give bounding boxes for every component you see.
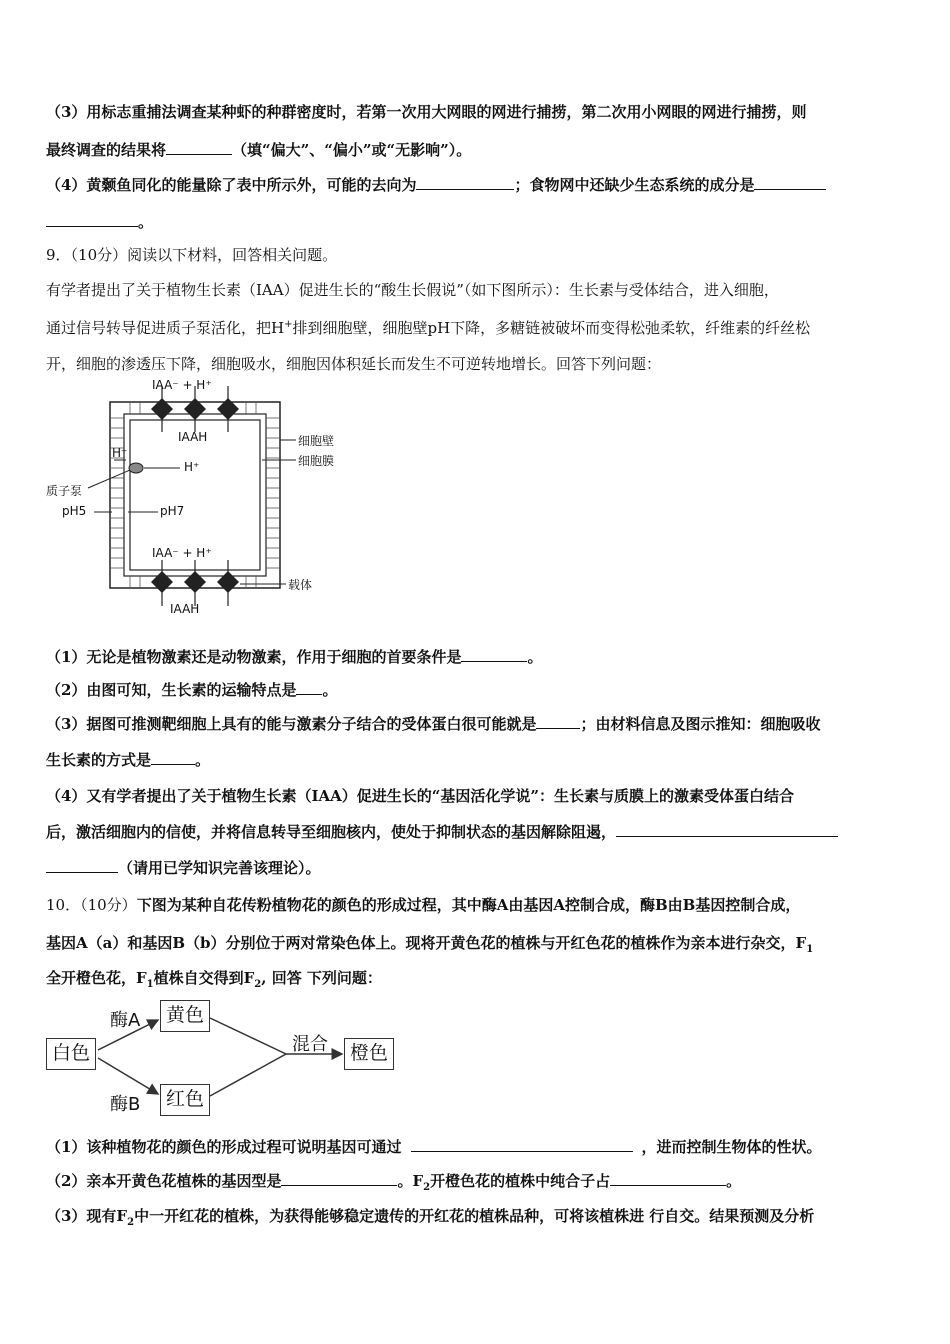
carrier-label: 载体 [288, 578, 313, 592]
subscript: 2 [254, 979, 262, 990]
q10-heading-number: 10．（10分） [46, 896, 137, 914]
acid-growth-figure [40, 378, 370, 618]
top-ions-label: IAA⁻ + H⁺ [152, 378, 212, 392]
q9-part3-text-c: 生长素的方式是 [46, 751, 152, 769]
white-label: 白色 [51, 1042, 90, 1064]
q9-part3-text-d: 。 [195, 751, 211, 769]
q10-part3 [46, 1206, 814, 1226]
q10-heading-text-3b: 植株自交得到F [153, 969, 255, 987]
subscript: 1 [146, 979, 154, 990]
answer-blank[interactable] [416, 175, 514, 190]
q10-part2-text-c: 开橙色花的植株中纯合子占 [430, 1172, 611, 1190]
q9-material-text-2b: 排到细胞壁，细胞壁pH下降，多糖链被破坏而变得松弛柔软，纤维素的纤丝松 [292, 319, 811, 337]
answer-blank[interactable] [616, 822, 838, 837]
q9-material-line2 [46, 318, 810, 338]
q10-part1-text-b: ，进而控制生物体的性状。 [641, 1138, 822, 1156]
q10-part2-text-b: 。F [397, 1172, 424, 1190]
q9-part1-text-b: 。 [527, 648, 543, 666]
yellow-label: 黄色 [165, 1004, 204, 1026]
red-box [160, 1084, 210, 1116]
q9-material-line3 [46, 354, 661, 374]
subscript: 1 [806, 944, 814, 955]
answer-blank[interactable] [754, 175, 826, 190]
q10-heading-line2 [46, 933, 813, 953]
q8-part4-line1 [46, 175, 826, 195]
white-box [46, 1038, 96, 1070]
subscript: 2 [423, 1182, 431, 1193]
q9-part1 [46, 647, 542, 667]
q8-part4-line2 [46, 212, 153, 232]
subscript: 2 [127, 1217, 135, 1228]
answer-blank[interactable] [151, 750, 195, 765]
answer-blank[interactable] [46, 858, 118, 873]
line-yellow-to-mix [210, 1018, 286, 1054]
q9-part4-line2 [46, 822, 838, 842]
q8-part3-text-a: （3）用标志重捕法调查某种虾的种群密度时，若第一次用大网眼的网进行捕捞，第二次用小网眼的网进行捕捞，则 [46, 103, 807, 121]
q8-part3-text-b1: 最终调查的结果将 [46, 141, 167, 159]
cell-diagram [40, 378, 370, 618]
q8-part3-line2 [46, 140, 471, 160]
q9-material-text-3: 开，细胞的渗透压下降，细胞吸水，细胞因体积延长而发生不可逆转地增长。回答下列问题： [46, 355, 662, 373]
q9-part2-text-b: 。 [322, 681, 338, 699]
q10-heading-text-3a: 全开橙色花，F [46, 969, 147, 987]
q9-material-text-2a: 通过信号转导促进质子泵活化，把H [46, 319, 285, 337]
enzyme-a-label: 酶A [110, 1010, 141, 1031]
answer-blank[interactable] [166, 140, 232, 155]
yellow-box [160, 1000, 210, 1032]
line-red-to-mix [210, 1054, 286, 1096]
q10-part3-text-b: 中一开红花的植株，为获得能够稳定遗传的开红花的植株品种，可将该植株进 行自交。结果预测及分析 [134, 1207, 815, 1225]
q9-material-text-1: 有学者提出了关于植物生长素（IAA）促进生长的“酸生长假说”（如下图所示）：生长素与受体结合，进入细胞， [46, 281, 779, 299]
q8-part3-text-b2: （填“偏大”、“偏小”或“无影响”）。 [232, 141, 472, 159]
q9-part4-text-a: （4）又有学者提出了关于植物生长素（IAA）促进生长的“基因活化学说”：生长素与质膜上的激素受体蛋白结合 [46, 787, 794, 805]
answer-blank[interactable] [281, 1171, 397, 1186]
q8-part4-text-a2: ；食物网中还缺少生态系统的成分是 [514, 176, 755, 194]
h-right-label: H⁺ [184, 460, 200, 474]
bottom-iaah-label: IAAH [170, 602, 200, 616]
q9-material-line1 [46, 280, 779, 300]
orange-box [344, 1038, 394, 1070]
answer-blank[interactable] [46, 212, 138, 227]
q9-part3-text-b: ；由材料信息及图示推知：细胞吸收 [580, 715, 821, 733]
q10-heading-text-2: 基因A（a）和基因B（b）分别位于两对常染色体上。现将开黄色花的植株与开红色花的植株作为亲本进行杂交，F [46, 934, 807, 952]
q9-part4-text-b: 后，激活细胞内的信使，并将信息转导至细胞核内，使处于抑制状态的基因解除阻遏， [46, 823, 617, 841]
q8-part4-text-a1: （4）黄颡鱼同化的能量除了表中所示外，可能的去向为 [46, 176, 417, 194]
top-iaah-label: IAAH [178, 430, 208, 444]
q10-part2-text-a: （2）亲本开黄色花植株的基因型是 [46, 1172, 282, 1190]
q10-heading-line1 [46, 895, 800, 915]
cell-membrane-label: 细胞膜 [298, 454, 335, 468]
answer-blank[interactable] [610, 1171, 726, 1186]
q9-part2-text-a: （2）由图可知，生长素的运输特点是 [46, 681, 297, 699]
h-left-label: H⁺ [112, 446, 128, 460]
q10-part2 [46, 1171, 741, 1191]
q9-part3-text-a: （3）据图可推测靶细胞上具有的能与激素分子结合的受体蛋白很可能就是 [46, 715, 537, 733]
q10-part1-text-a: （1）该种植物花的颜色的形成过程可说明基因可通过 [46, 1138, 402, 1156]
answer-blank[interactable] [461, 647, 527, 662]
q9-part3-line2 [46, 750, 210, 770]
q10-heading-text-1: 下图为某种自花传粉植物花的颜色的形成过程，其中酶A由基因A控制合成，酶B由B基因控制合成， [136, 896, 801, 914]
q9-heading [46, 245, 337, 265]
flower-color-flowchart [46, 998, 406, 1120]
arrow-to-red [98, 1058, 158, 1094]
q8-part4-text-b: 。 [138, 213, 154, 231]
q9-part3-line1 [46, 714, 820, 734]
q10-heading-line3 [46, 968, 382, 988]
ph7-label: pH7 [160, 504, 185, 518]
mix-label: 混合 [292, 1034, 328, 1055]
proton-pump-shape [129, 463, 143, 473]
answer-blank[interactable] [411, 1137, 633, 1152]
answer-blank[interactable] [536, 714, 580, 729]
q10-part3-text-a: （3）现有F [46, 1207, 128, 1225]
cell-wall-label: 细胞壁 [298, 434, 335, 448]
bottom-ions-label: IAA⁻ + H⁺ [152, 546, 212, 560]
q9-heading-text: 9．（10分）阅读以下材料，回答相关问题。 [46, 246, 338, 264]
answer-blank[interactable] [296, 680, 322, 695]
q9-part2 [46, 680, 337, 700]
superscript: + [284, 319, 293, 330]
q10-part1 [46, 1137, 821, 1157]
orange-label: 橙色 [349, 1042, 388, 1064]
q9-part4-text-c: （请用已学知识完善该理论）。 [118, 859, 321, 877]
enzyme-b-label: 酶B [110, 1094, 141, 1115]
q10-part2-text-d: 。 [726, 1172, 742, 1190]
q9-part1-text-a: （1）无论是植物激素还是动物激素，作用于细胞的首要条件是 [46, 648, 462, 666]
q10-heading-text-3c: , 回答 下列问题： [261, 969, 382, 987]
q9-part4-line1 [46, 786, 794, 806]
proton-pump-label: 质子泵 [46, 484, 83, 498]
q9-part4-line3 [46, 858, 321, 878]
ph5-label: pH5 [62, 504, 87, 518]
q8-part3-line1 [46, 102, 806, 122]
red-label: 红色 [165, 1088, 204, 1110]
